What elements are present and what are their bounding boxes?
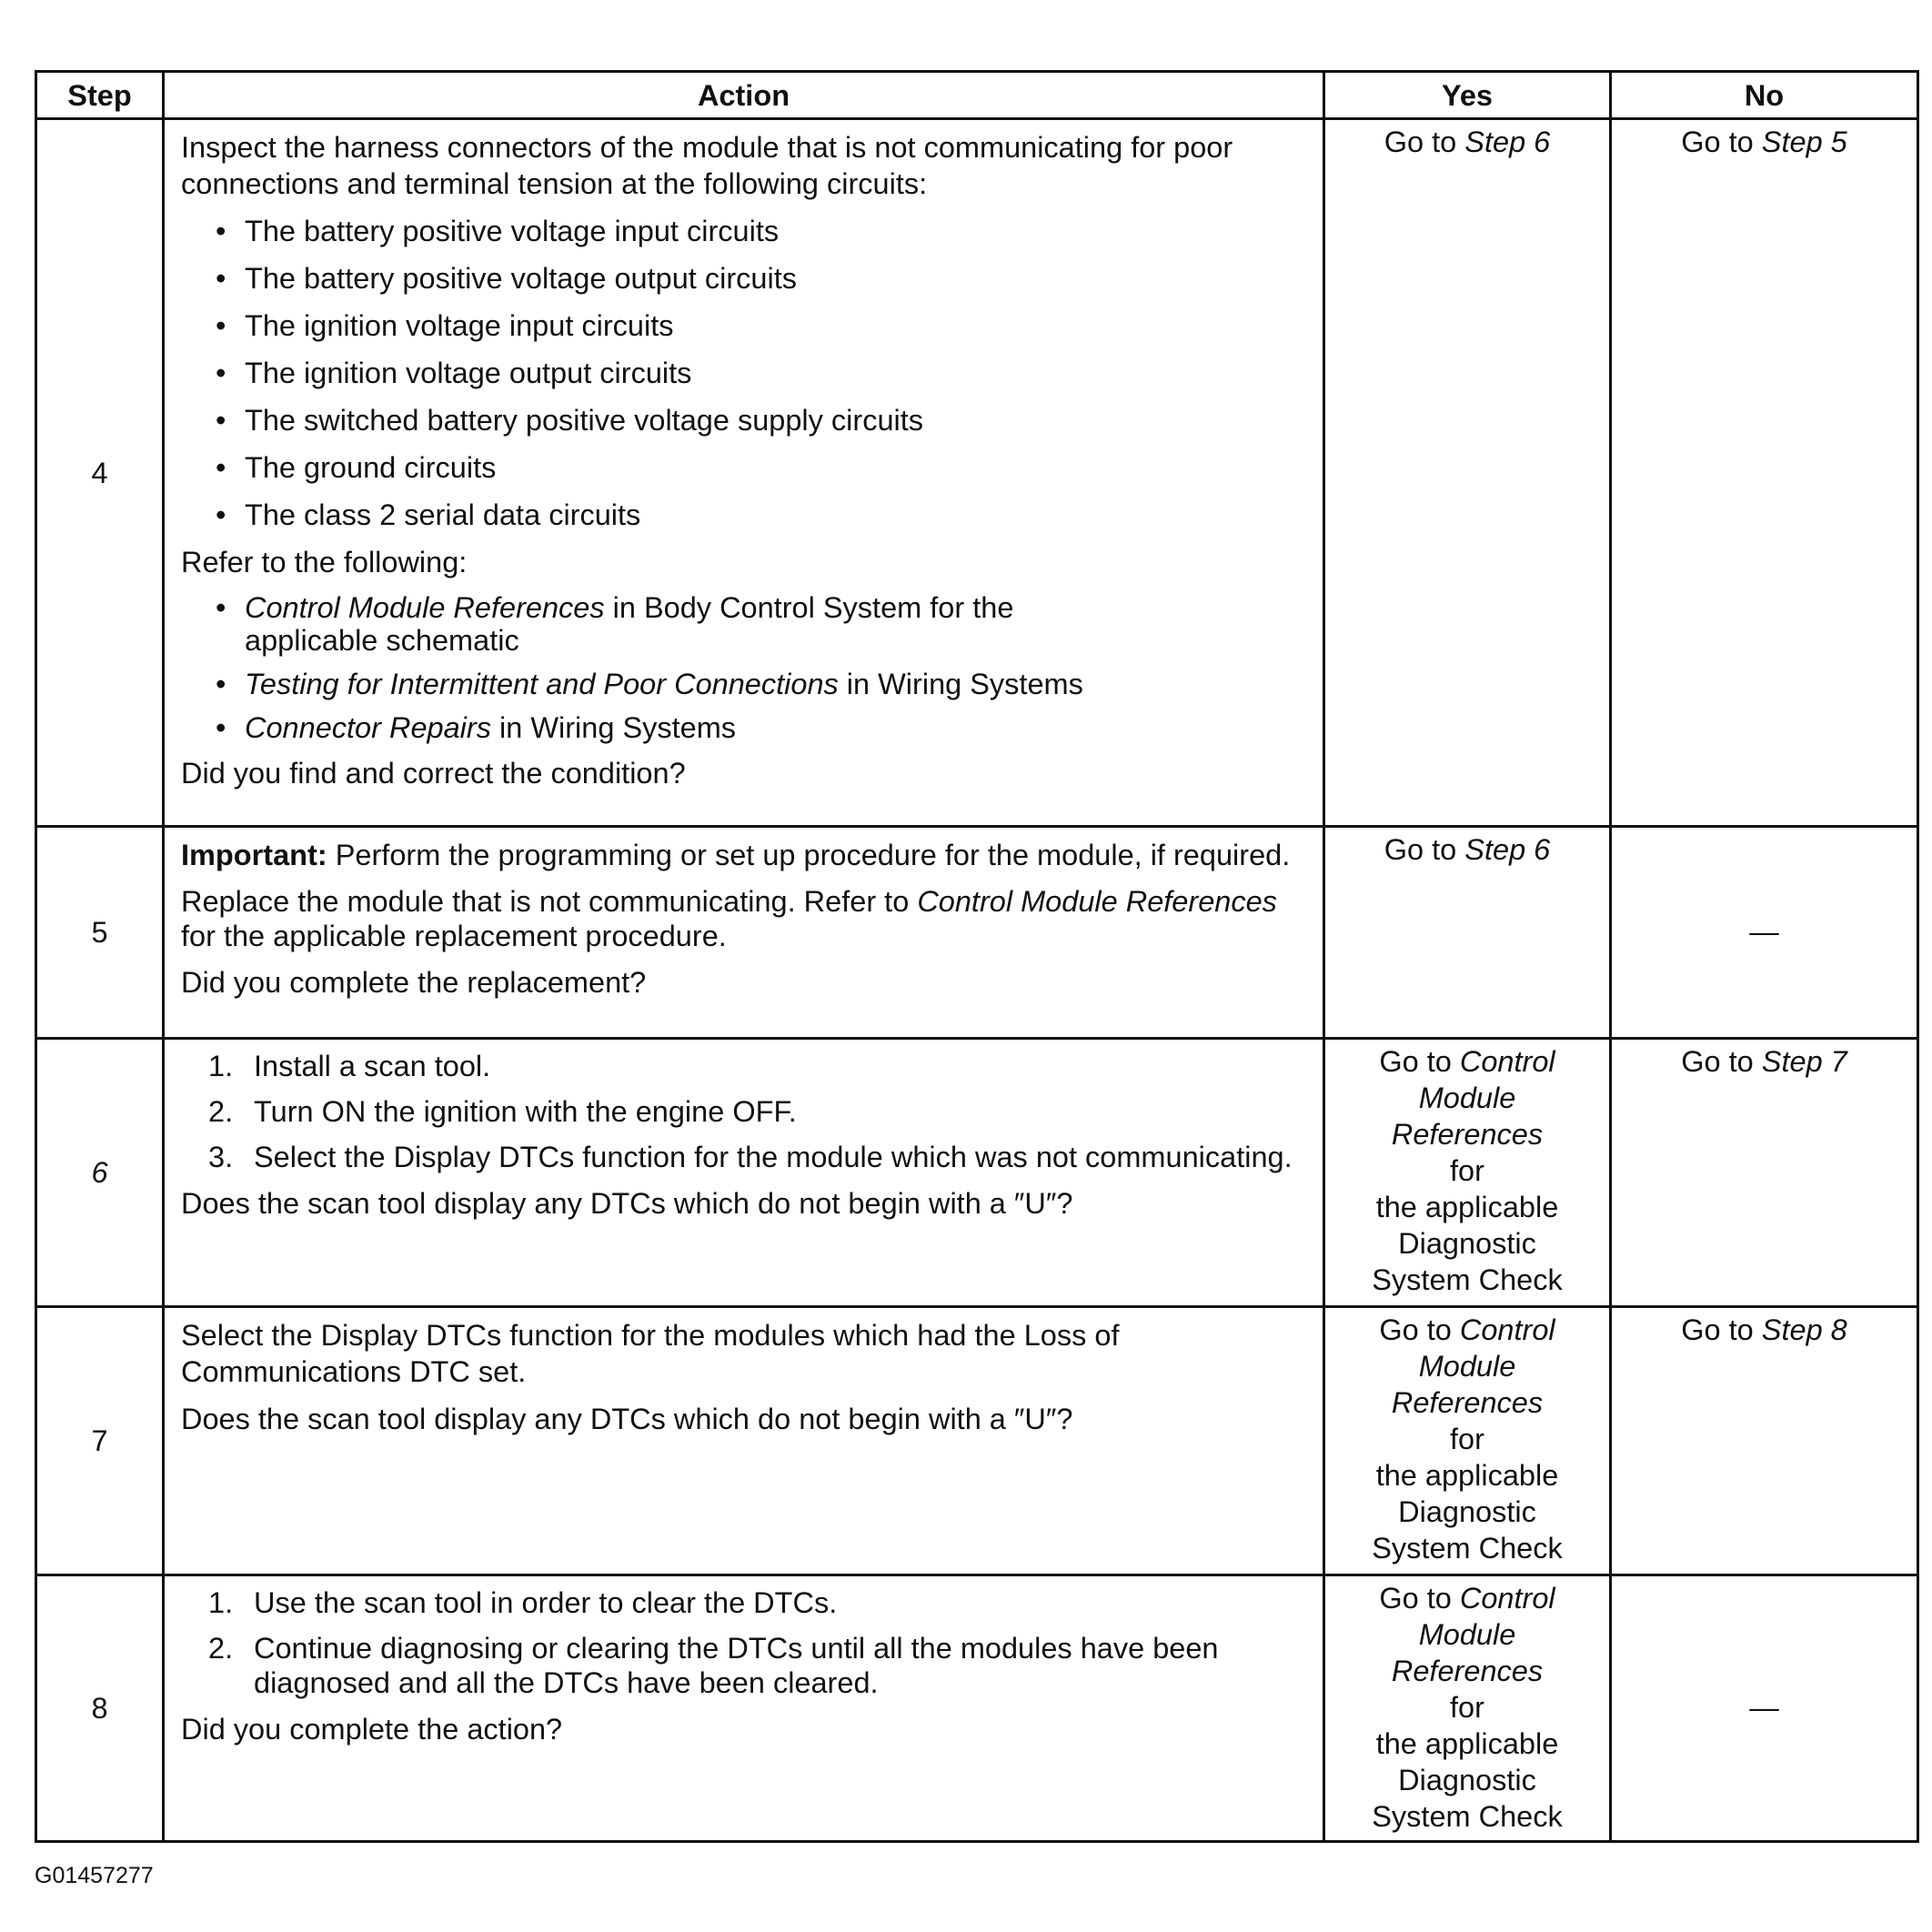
list-item: 2. Turn ON the ignition with the engine OFF. <box>208 1095 797 1128</box>
list-item: • The battery positive voltage input circuits <box>216 215 780 247</box>
yes-reference-link[interactable]: Control <box>1459 1045 1555 1078</box>
table-header-row <box>36 72 1918 119</box>
table-row-step-8 <box>36 1575 1918 1842</box>
yes-cell[interactable]: Go to Step 6 <box>1324 119 1611 827</box>
list-item: • The class 2 serial data circuits <box>216 498 641 531</box>
list-item: 1. Install a scan tool. <box>208 1050 491 1082</box>
refer-label: Refer to the following: <box>181 546 468 579</box>
yes-cell[interactable]: Go to Control Module References for the applicable Diagnostic System Check <box>1324 1039 1611 1307</box>
list-item: • The battery positive voltage output circuits <box>216 262 797 295</box>
no-cell[interactable]: Go to Step 8 <box>1611 1307 1918 1575</box>
yes-step-link[interactable]: Step 6 <box>1464 126 1551 158</box>
yes-cell[interactable]: Go to Step 6 <box>1324 827 1611 1039</box>
no-cell: — <box>1611 827 1918 1039</box>
header-action: Action <box>164 72 1324 119</box>
step-number: 5 <box>36 827 164 1039</box>
yes-step-link[interactable]: Step 6 <box>1464 833 1551 866</box>
list-item: 1. Use the scan tool in order to clear the DTCs. <box>208 1586 838 1619</box>
reference-list <box>181 591 1306 744</box>
no-cell[interactable]: Go to Step 5 <box>1611 119 1918 827</box>
action-question: Does the scan tool display any DTCs which do not begin with a ″U″? <box>181 1403 1073 1435</box>
important-note: Important: Perform the programming or set up procedure for the module, if required. <box>181 839 1291 871</box>
yes-cell[interactable]: Go to Control Module References for the applicable Diagnostic System Check <box>1324 1307 1611 1575</box>
list-item: 3. Select the Display DTCs function for the module which was not communicating. <box>208 1141 1293 1173</box>
action-question: Does the scan tool display any DTCs which do not begin with a ″U″? <box>181 1187 1073 1220</box>
list-item: • The ground circuits <box>216 451 497 484</box>
reference-link[interactable]: Control Module References <box>917 885 1277 918</box>
action-question: Did you complete the action? <box>181 1713 563 1746</box>
header-no: No <box>1611 72 1918 119</box>
action-cell <box>164 1307 1324 1575</box>
list-item: 2. Continue diagnosing or clearing the DTCs until all the modules have been diagnosed and all the DTCs have been cleared. <box>208 1632 1219 1699</box>
no-cell[interactable]: Go to Step 7 <box>1611 1039 1918 1307</box>
step-number: 7 <box>36 1307 164 1575</box>
table-row-step-7 <box>36 1307 1918 1575</box>
table-row-step-5 <box>36 827 1918 1039</box>
no-step-link[interactable]: Step 8 <box>1761 1313 1847 1346</box>
action-cell <box>164 1575 1324 1842</box>
numbered-steps <box>181 1049 1306 1174</box>
yes-reference-link[interactable]: Control <box>1459 1313 1555 1346</box>
action-cell <box>164 119 1324 827</box>
circuit-list <box>181 213 1306 533</box>
step-number: 6 <box>36 1039 164 1307</box>
action-question: Did you find and correct the condition? <box>181 757 686 790</box>
action-intro: Inspect the harness connectors of the module that is not communicating for poor connections and terminal tension at the following circuits: <box>181 131 1233 200</box>
table-row-step-4 <box>36 119 1918 827</box>
no-step-link[interactable]: Step 7 <box>1761 1045 1847 1078</box>
list-item: • The ignition voltage output circuits <box>216 357 692 389</box>
yes-cell[interactable]: Go to Control Module References for the applicable Diagnostic System Check <box>1324 1575 1611 1842</box>
numbered-steps <box>181 1585 1306 1700</box>
no-step-link[interactable]: Step 5 <box>1761 126 1847 158</box>
action-question: Did you complete the replacement? <box>181 966 647 999</box>
yes-reference-link[interactable]: Control <box>1459 1582 1555 1615</box>
step-number: 4 <box>36 119 164 827</box>
action-text: Select the Display DTCs function for the modules which had the Loss of Communications DTC set. <box>181 1319 1120 1388</box>
figure-id: G01457277 <box>35 1863 154 1888</box>
action-cell <box>164 1039 1324 1307</box>
reference-item[interactable]: • Control Module References in Body Control System for the applicable schematic <box>216 591 1014 657</box>
reference-item[interactable]: • Testing for Intermittent and Poor Connections in Wiring Systems <box>216 668 1083 700</box>
step-number: 8 <box>36 1575 164 1842</box>
diagnostic-table <box>35 70 1919 1843</box>
action-cell <box>164 827 1324 1039</box>
list-item: • The switched battery positive voltage supply circuits <box>216 404 924 437</box>
reference-item[interactable]: • Connector Repairs in Wiring Systems <box>216 711 737 744</box>
header-step: Step <box>36 72 164 119</box>
no-cell: — <box>1611 1575 1918 1842</box>
list-item: • The ignition voltage input circuits <box>216 309 674 342</box>
header-yes: Yes <box>1324 72 1611 119</box>
replace-instruction: Replace the module that is not communicating. Refer to Control Module References for the applicable replacement procedure. <box>181 885 1277 952</box>
table-row-step-6 <box>36 1039 1918 1307</box>
